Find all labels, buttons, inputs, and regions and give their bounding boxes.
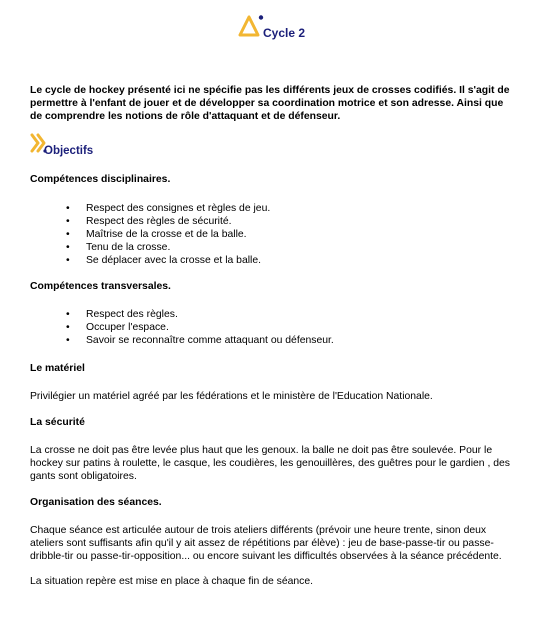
objectifs-title: Objectifs — [44, 145, 94, 157]
competences-transversales-heading: Compétences transversales. — [30, 281, 171, 292]
organisation-heading: Organisation des séances. — [30, 497, 162, 508]
securite-heading: La sécurité — [30, 417, 85, 428]
list-item: • Maîtrise de la crosse et de la balle. — [66, 228, 270, 241]
list-item: • Savoir se reconnaître comme attaquant ou défenseur. — [66, 334, 334, 347]
list-item: • Respect des règles de sécurité. — [66, 215, 270, 228]
triangle-logo-icon — [236, 14, 266, 38]
materiel-paragraph: Privilégier un matériel agréé par les fédérations et le ministère de l'Education Nationale. — [30, 391, 433, 402]
organisation-paragraph: Chaque séance est articulée autour de trois ateliers différents (prévoir une heure trente, sinon deux ateliers sont suffisants afin qu'il y ait assez de répétitions par élève) : jeu de base-passe-tir ou passe-dribble-tir ou passe-tir-opposition... ou encore suivant les difficultés observées à la séance précédente. — [30, 525, 502, 562]
list-item: • Se déplacer avec la crosse et la balle. — [66, 254, 270, 267]
list-item: • Occuper l'espace. — [66, 321, 334, 334]
logo-dot — [259, 15, 263, 19]
list-item: • Tenu de la crosse. — [66, 241, 270, 254]
competences-disciplinaires-list — [66, 202, 270, 267]
competences-transversales-list — [66, 308, 334, 347]
list-item: • Respect des règles. — [66, 308, 334, 321]
securite-paragraph: La crosse ne doit pas être levée plus haut que les genoux. la balle ne doit pas être soulevée. Pour le hockey sur patins à roulette, le casque, les coudières, les genouillères, des guêtres pour le gardien , des gants sont obligatoires. — [30, 445, 510, 482]
organisation-note: La situation repère est mise en place à chaque fin de séance. — [30, 576, 314, 587]
materiel-heading: Le matériel — [30, 363, 85, 374]
page-title: Cycle 2 — [263, 26, 306, 40]
triangle-shape — [240, 17, 258, 35]
list-item: • Respect des consignes et règles de jeu. — [66, 202, 270, 215]
intro-paragraph: Le cycle de hockey présenté ici ne spécifie pas les différents jeux de crosses codifiés. Il s'agit de permettre à l'enfant de jouer et de développer sa coordination motrice et son adresse. Ainsi que de comprendre les notions de rôle d'attaquant et de défenseur. — [30, 85, 510, 122]
competences-disciplinaires-heading: Compétences disciplinaires. — [30, 174, 171, 185]
